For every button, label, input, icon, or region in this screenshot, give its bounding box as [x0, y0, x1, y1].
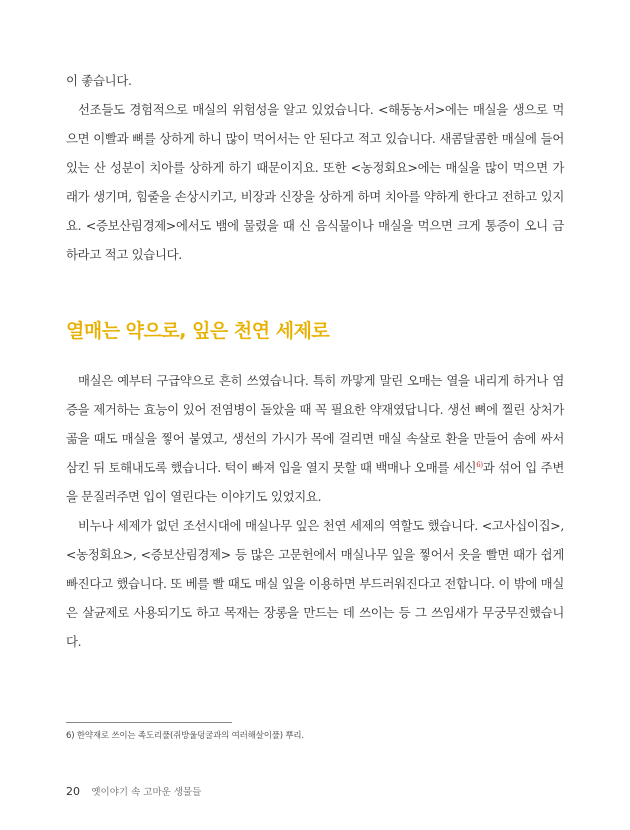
section-heading: 열매는 약으로, 잎은 천연 세제로 — [66, 320, 330, 342]
paragraph-text-before-note: 매실은 예부터 구급약으로 흔히 쓰였습니다. 특히 까맣게 말린 오매는 열을 내리게 하거나 염증을 제거하는 효능이 있어 전염병이 돌았을 때 꼭 필요한 약재였답니다. 생선 뼈에 찔린 상처가 곪을 때도 매실을 찧어 붙였고, 생선의 가시가 목에 걸리면 매실 속살로 환을 만들어 솜에 싸서 삼킨 뒤 토해내도록 했습니다. 턱이 빠져 입을 열지 못할 때 백매나 오매를 세신 — [66, 373, 564, 475]
footnote-divider — [66, 722, 232, 723]
footnote: 6) 한약재로 쓰이는 족도리풀(쥐방울덩굴과의 여러해살이풀) 뿌리. — [66, 731, 304, 741]
book-title: 옛이야기 속 고마운 생물들 — [91, 787, 202, 798]
paragraph-risks-of-maesil: 선조들도 경험적으로 매실의 위험성을 알고 있었습니다. <해동농서>에는 매실을 생으로 먹으면 이빨과 뼈를 상하게 하니 많이 먹어서는 안 된다고 적고 있습니다. 새콤달콤한 매실에 들어 있는 산 성분이 치아를 상하게 하기 때문이지요. 또한 <농정회요>에는 매실을 많이 먹으면 가래가 생기며, 힘줄을 손상시키고, 비장과 신장을 상하게 하며 치아를 약하게 한다고 전하고 있지요. <증보산림경제>에서도 뱀에 물렸을 때 신 음식물이나 매실을 먹으면 크게 통증이 오니 금하라고 적고 있습니다. — [66, 102, 564, 262]
paragraph-medicinal-use — [66, 366, 564, 511]
paragraph-text-after-note: 과 섞어 입 주변을 문질러주면 입이 열린다는 이야기도 있었지요. — [66, 460, 564, 504]
footnote-reference[interactable]: 6) — [476, 460, 483, 469]
section-text-block — [66, 366, 564, 656]
paragraph-continuation: 이 좋습니다. — [66, 73, 132, 88]
paragraph-natural-detergent: 비누나 세제가 없던 조선시대에 매실나무 잎은 천연 세제의 역할도 했습니다. <고사십이집>, <농정회요>, <증보산림경제> 등 많은 고문헌에서 매실나무 잎을 찧어서 옷을 빨면 때가 쉽게 빠진다고 했습니다. 또 베를 빨 때도 매실 잎을 이용하면 부드러워진다고 전합니다. 이 밖에 매실은 살균제로 사용되기도 하고 목재는 장롱을 만드는 데 쓰이는 등 그 쓰임새가 무궁무진했습니다. — [66, 518, 565, 649]
page-number: 20 — [66, 785, 80, 798]
page-footer — [66, 784, 201, 798]
top-text-block — [66, 66, 564, 269]
